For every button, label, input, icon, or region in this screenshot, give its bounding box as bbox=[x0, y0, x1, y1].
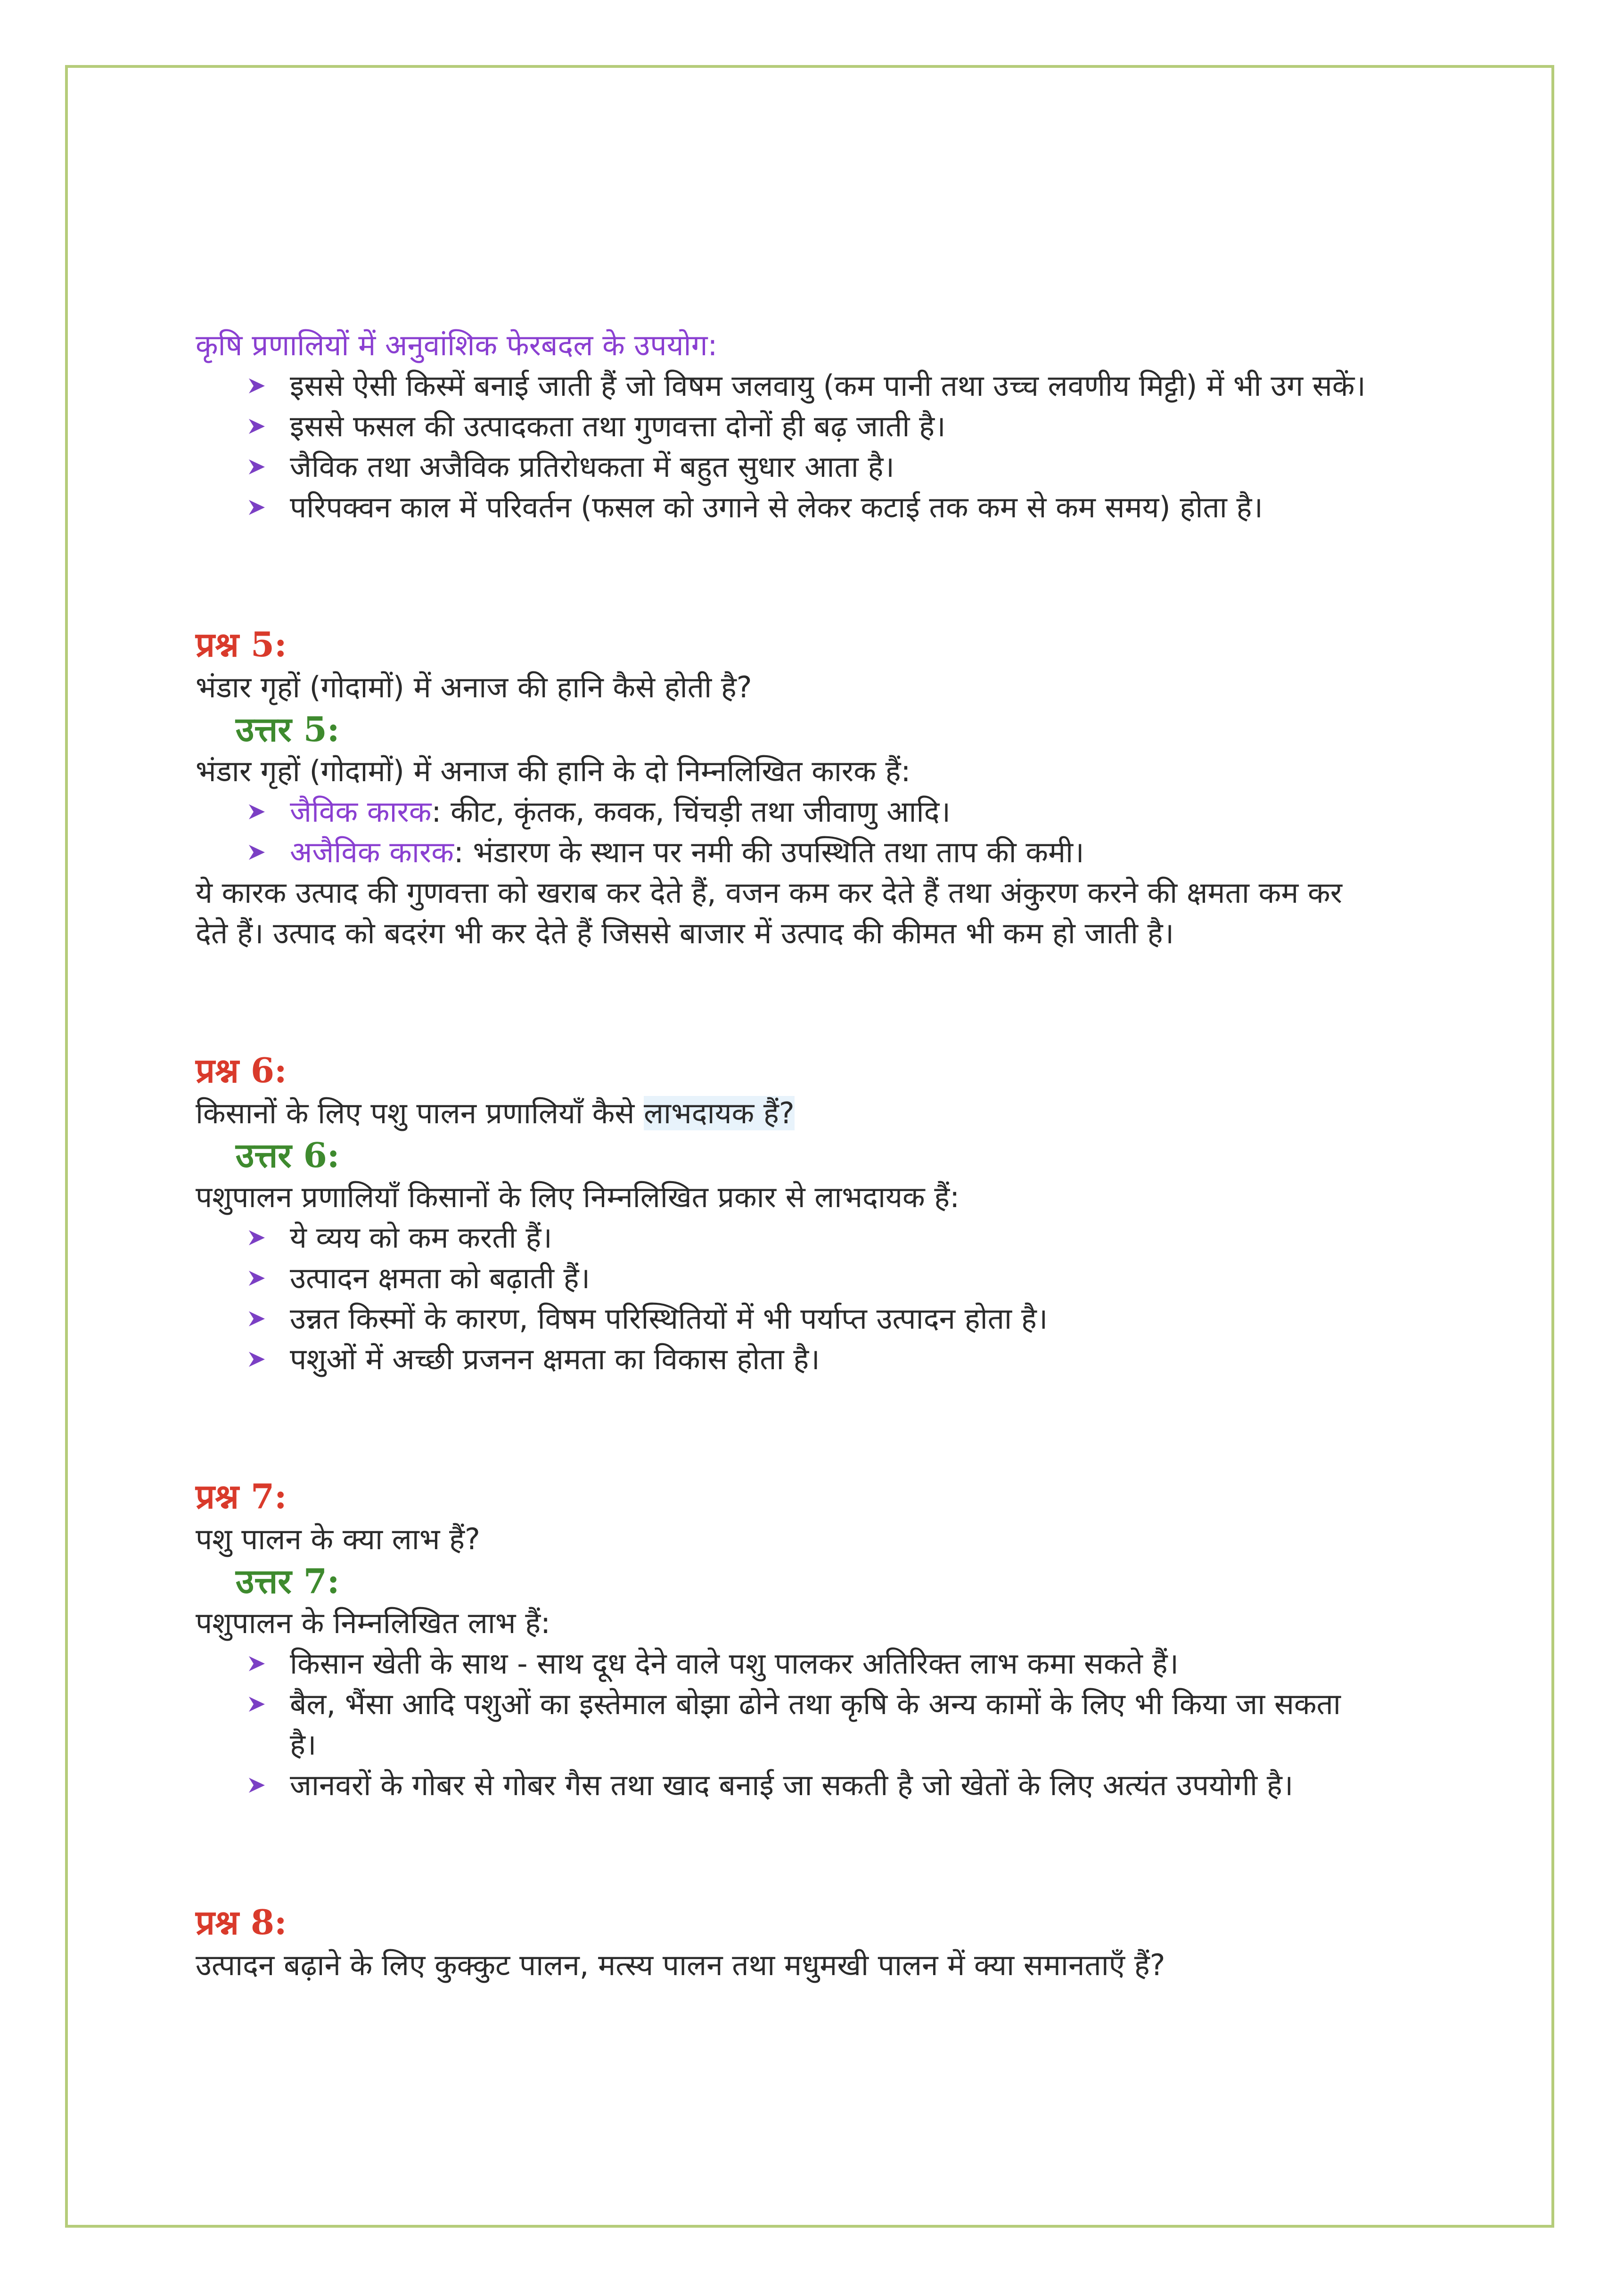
arrowhead-bullet-icon bbox=[243, 1339, 271, 1380]
answer-intro: पशुपालन के निम्नलिखित लाभ हैं: bbox=[196, 1606, 551, 1640]
answer-label: उत्तर 7: bbox=[236, 1561, 340, 1601]
arrowhead-bullet-icon bbox=[243, 792, 271, 832]
bullet-text: इससे फसल की उत्पादकता तथा गुणवत्ता दोनों ही बढ़ जाती है। bbox=[290, 409, 946, 443]
bullet-text: ये व्यय को कम करती हैं। bbox=[290, 1220, 552, 1255]
bullet-text: जैविक तथा अजैविक प्रतिरोधकता में बहुत सुधार आता है। bbox=[290, 449, 894, 484]
question-text: उत्पादन बढ़ाने के लिए कुक्कुट पालन, मत्स्य पालन तथा मधुमखी पालन में क्या समानताएँ हैं? bbox=[196, 1948, 1165, 1982]
question-label: प्रश्न 6: bbox=[196, 1050, 287, 1090]
arrowhead-bullet-icon bbox=[243, 406, 271, 447]
bullet-text: इससे ऐसी किस्में बनाई जाती हैं जो विषम जलवायु (कम पानी तथा उच्च लवणीय मिट्टी) में भी उग सकें। bbox=[290, 368, 1366, 403]
benefit-list bbox=[196, 1643, 1449, 1806]
document-content bbox=[196, 325, 1449, 1986]
question-label: प्रश्न 5: bbox=[196, 624, 287, 664]
bullet-text: पशुओं में अच्छी प्रजनन क्षमता का विकास होता है। bbox=[290, 1342, 820, 1376]
list-item bbox=[243, 1684, 1449, 1765]
list-item bbox=[243, 792, 1449, 832]
bullet-text: बैल, भैंसा आदि पशुओं का इस्तेमाल बोझा ढोने तथा कृषि के अन्य कामों के लिए भी किया जा सकता bbox=[290, 1687, 1341, 1721]
list-item bbox=[243, 1258, 1449, 1299]
question-text: पशु पालन के क्या लाभ हैं? bbox=[196, 1522, 480, 1556]
intro-bullet-list bbox=[196, 366, 1449, 528]
factor-term: जैविक कारक bbox=[290, 794, 432, 829]
bullet-text-continuation: है। bbox=[290, 1727, 317, 1762]
question-label: प्रश्न 7: bbox=[196, 1476, 287, 1516]
arrowhead-bullet-icon bbox=[243, 1684, 271, 1724]
bullet-text: जानवरों के गोबर से गोबर गैस तथा खाद बनाई जा सकती है जो खेतों के लिए अत्यंत उपयोगी है। bbox=[290, 1768, 1294, 1802]
factor-text: : भंडारण के स्थान पर नमी की उपस्थिति तथा ताप की कमी। bbox=[453, 835, 1084, 869]
paragraph-line: देते हैं। उत्पाद को बदरंग भी कर देते हैं जिससे बाजार में उत्पाद की कीमत भी कम हो जाती है। bbox=[196, 916, 1174, 950]
list-item bbox=[243, 1339, 1449, 1380]
benefit-list bbox=[196, 1217, 1449, 1380]
bullet-text: उत्पादन क्षमता को बढ़ाती हैं। bbox=[290, 1261, 591, 1295]
answer-intro: भंडार गृहों (गोदामों) में अनाज की हानि के दो निम्नलिखित कारक हैं: bbox=[196, 754, 911, 788]
factor-text: : कीट, कृंतक, कवक, चिंचड़ी तथा जीवाणु आदि। bbox=[431, 794, 951, 829]
list-item bbox=[243, 487, 1449, 528]
bullet-text: किसान खेती के साथ - साथ दूध देने वाले पशु पालकर अतिरिक्त लाभ कमा सकते हैं। bbox=[290, 1646, 1179, 1681]
bullet-text: परिपक्वन काल में परिवर्तन (फसल को उगाने से लेकर कटाई तक कम से कम समय) होता है। bbox=[290, 490, 1263, 524]
arrowhead-bullet-icon bbox=[243, 1765, 271, 1806]
factor-list bbox=[196, 792, 1449, 873]
arrowhead-bullet-icon bbox=[243, 1299, 271, 1339]
bullet-text: उन्नत किस्मों के कारण, विषम परिस्थितियों में भी पर्याप्त उत्पादन होता है। bbox=[290, 1301, 1048, 1336]
question-label: प्रश्न 8: bbox=[196, 1902, 287, 1942]
list-item bbox=[243, 406, 1449, 447]
answer-label: उत्तर 5: bbox=[236, 709, 340, 749]
factor-term: अजैविक कारक bbox=[290, 835, 454, 869]
list-item bbox=[243, 1643, 1449, 1684]
arrowhead-bullet-icon bbox=[243, 447, 271, 487]
list-item bbox=[243, 1217, 1449, 1258]
arrowhead-bullet-icon bbox=[243, 366, 271, 406]
arrowhead-bullet-icon bbox=[243, 1217, 271, 1258]
list-item bbox=[243, 447, 1449, 487]
answer-intro: पशुपालन प्रणालियाँ किसानों के लिए निम्नलिखित प्रकार से लाभदायक हैं: bbox=[196, 1180, 960, 1214]
question-text: भंडार गृहों (गोदामों) में अनाज की हानि कैसे होती है? bbox=[196, 670, 752, 704]
answer-label: उत्तर 6: bbox=[236, 1135, 340, 1175]
list-item bbox=[243, 366, 1449, 406]
list-item bbox=[243, 1299, 1449, 1339]
highlighted-text: लाभदायक हैं? bbox=[643, 1096, 795, 1130]
question-text: किसानों के लिए पशु पालन प्रणालियाँ कैसे लाभदायक हैं? bbox=[196, 1096, 795, 1130]
list-item bbox=[243, 1765, 1449, 1806]
arrowhead-bullet-icon bbox=[243, 1643, 271, 1684]
arrowhead-bullet-icon bbox=[243, 832, 271, 873]
section-heading: कृषि प्रणालियों में अनुवांशिक फेरबदल के उपयोग: bbox=[196, 328, 718, 362]
paragraph-line: ये कारक उत्पाद की गुणवत्ता को खराब कर देते हैं, वजन कम कर देते हैं तथा अंकुरण करने की क्षमता कम कर bbox=[196, 875, 1342, 910]
arrowhead-bullet-icon bbox=[243, 1258, 271, 1299]
arrowhead-bullet-icon bbox=[243, 487, 271, 528]
list-item bbox=[243, 832, 1449, 873]
